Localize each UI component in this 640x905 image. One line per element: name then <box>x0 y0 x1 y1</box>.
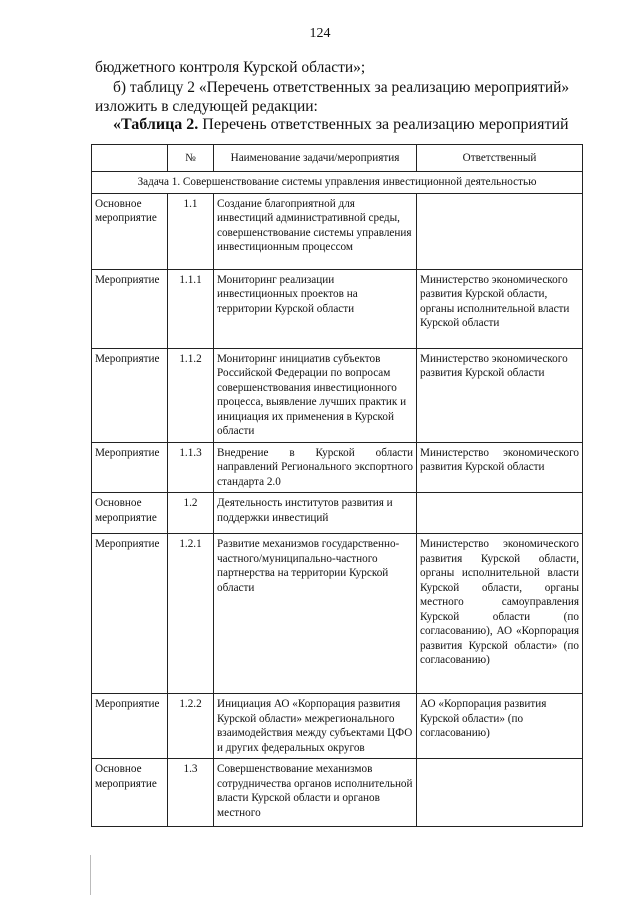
scan-artifact-line <box>90 855 91 895</box>
row-responsible: АО «Корпорация развития Курской области» (по согласованию) <box>417 694 583 759</box>
intro-line-3: изложить в следующей редакции: <box>95 98 318 115</box>
row-type: Основное мероприятие <box>92 759 168 827</box>
header-cell-responsible: Ответственный <box>417 145 583 172</box>
row-responsible <box>417 759 583 827</box>
table-row <box>92 694 583 759</box>
row-type: Мероприятие <box>92 348 168 442</box>
row-responsible: Министерство экономического развития Курской области <box>417 442 583 493</box>
task-cell: Задача 1. Совершенствование системы управления инвестиционной деятельностью <box>92 172 583 194</box>
table-row <box>92 193 583 269</box>
row-name: Инициация АО «Корпорация развития Курской области» межрегионального взаимодействия между субъектами ЦФО и других федеральных округов <box>214 694 417 759</box>
table-caption-text: Перечень ответственных за реализацию мероприятий <box>198 116 569 133</box>
intro-line-1: бюджетного контроля Курской области»; <box>95 59 366 76</box>
row-number: 1.1.1 <box>168 269 214 348</box>
row-name: Деятельность институтов развития и поддержки инвестиций <box>214 493 417 534</box>
table-header-row <box>92 145 583 172</box>
row-type: Мероприятие <box>92 442 168 493</box>
responsibility-table <box>91 144 583 827</box>
table-row <box>92 442 583 493</box>
row-type: Основное мероприятие <box>92 493 168 534</box>
row-number: 1.1.2 <box>168 348 214 442</box>
intro-line-2: б) таблицу 2 «Перечень ответственных за реализацию мероприятий» <box>113 79 570 96</box>
row-number: 1.1.3 <box>168 442 214 493</box>
row-responsible <box>417 493 583 534</box>
table-caption-label: «Таблица 2. <box>113 116 199 133</box>
row-responsible <box>417 193 583 269</box>
row-type: Мероприятие <box>92 269 168 348</box>
table-row <box>92 348 583 442</box>
row-type: Мероприятие <box>92 694 168 759</box>
table-row <box>92 269 583 348</box>
row-responsible: Министерство экономического развития Курской области <box>417 348 583 442</box>
row-name: Внедрение в Курской области направлений Регионального экспортного стандарта 2.0 <box>214 442 417 493</box>
row-name: Создание благоприятной для инвестиций административной среды, совершенствование системы управления инвестиционным процессом <box>214 193 417 269</box>
row-number: 1.2.2 <box>168 694 214 759</box>
header-cell-type <box>92 145 168 172</box>
row-number: 1.3 <box>168 759 214 827</box>
table-caption <box>113 116 569 134</box>
row-number: 1.2.1 <box>168 534 214 694</box>
row-name: Развитие механизмов государственно-частного/муниципально-частного партнерства на территории Курской области <box>214 534 417 694</box>
row-responsible: Министерство экономического развития Курской области, органы исполнительной власти Курской области <box>417 269 583 348</box>
row-responsible: Министерство экономического развития Курской области, органы исполнительной власти Курской области, органы местного самоуправления Курской области (по согласованию), АО «Корпорация развития Курской области» (по согласованию) <box>417 534 583 694</box>
row-type: Основное мероприятие <box>92 193 168 269</box>
task-row <box>92 172 583 194</box>
row-number: 1.2 <box>168 493 214 534</box>
row-name: Мониторинг реализации инвестиционных проектов на территории Курской области <box>214 269 417 348</box>
row-name: Совершенствование механизмов сотрудничества органов исполнительной власти Курской области и органов местного <box>214 759 417 827</box>
table-row <box>92 493 583 534</box>
row-number: 1.1 <box>168 193 214 269</box>
page-number: 124 <box>309 26 331 41</box>
header-cell-number: № <box>168 145 214 172</box>
header-cell-name: Наименование задачи/мероприятия <box>214 145 417 172</box>
row-name: Мониторинг инициатив субъектов Российской Федерации по вопросам совершенствования инвестиционного процесса, выявление лучших практик и инициация их применения в Курской области <box>214 348 417 442</box>
table-row <box>92 759 583 827</box>
table-row <box>92 534 583 694</box>
row-type: Мероприятие <box>92 534 168 694</box>
